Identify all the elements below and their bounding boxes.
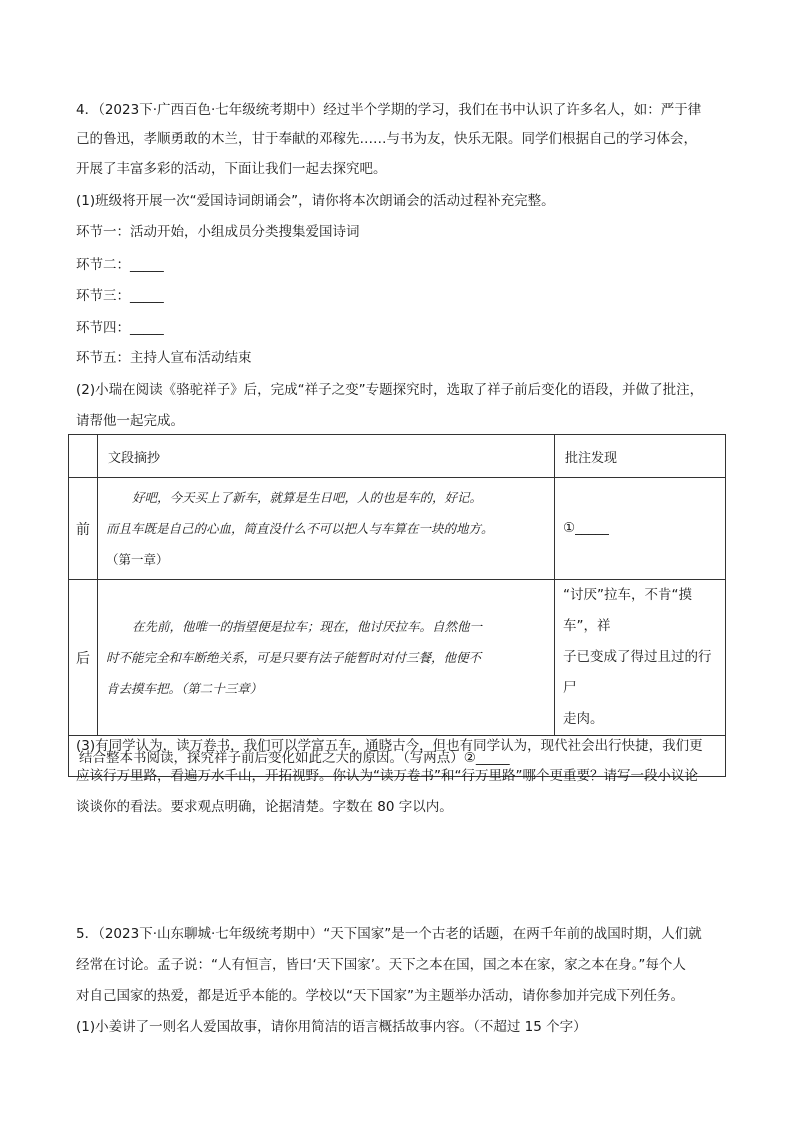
q4-stem-line-3: 开展了丰富多彩的活动，下面让我们一起去探究吧。 <box>76 161 387 177</box>
note-before-blank[interactable]: ①_____ <box>555 478 726 580</box>
excerpt-after-line-3: 肯去摸车把。（第二十三章） <box>106 681 263 696</box>
table-row <box>69 478 726 580</box>
annotation-table <box>68 434 726 777</box>
q4-step-5: 环节五：主持人宣布活动结束 <box>76 350 252 366</box>
q4-stem-line-1: 4．（2023下·广西百色·七年级统考期中）经过半个学期的学习，我们在书中认识了许多名人，如：严于律 <box>76 102 702 118</box>
excerpt-after <box>98 580 555 736</box>
note-after-line-3: 走肉。 <box>563 711 604 727</box>
header-note: 批注发现 <box>555 435 726 478</box>
q4-step-4: 环节四：_____ <box>76 320 164 336</box>
q5-stem-line-3: 对自己国家的热爱，都是近乎本能的。学校以“天下国家”为主题举办活动，请你参加并完成下列任务。 <box>76 988 684 1004</box>
q4-step-1: 环节一：活动开始，小组成员分类搜集爱国诗词 <box>76 224 360 240</box>
q4-part2-prompt-2: 请帮他一起完成。 <box>76 413 184 429</box>
excerpt-before-line-2: 而且车既是自己的心血，简直没什么不可以把人与车算在一块的地方。 <box>106 521 494 536</box>
q4-stem-line-2: 己的鲁迅，孝顺勇敢的木兰，甘于奉献的邓稼先……与书为友，快乐无限。同学们根据自己的学习体会， <box>76 131 697 147</box>
note-after <box>555 580 726 736</box>
q4-part1-prompt: (1)班级将开展一次“爱国诗词朗诵会”，请你将本次朗诵会的活动过程补充完整。 <box>76 193 555 209</box>
reason-question[interactable]: 结合整本书阅读，探究祥子前后变化如此之大的原因。（写两点）②_____ <box>69 736 726 777</box>
table-row <box>69 580 726 736</box>
q4-part3-line-2: 应该行万里路，看遍万水千山，开拓视野。你认为“读万卷书”和“行万里路”哪个更重要？请写一段小议论 <box>76 768 698 784</box>
table-header-row <box>69 435 726 478</box>
q5-stem-line-2: 经常在讨论。孟子说：“人有恒言，皆曰‘天下国家’。天下之本在国，国之本在家，家之本在身。”每个人 <box>76 957 686 973</box>
q4-part3-line-1: (3)有同学认为，读万卷书，我们可以学富五车，通晓古今，但也有同学认为，现代社会出行快捷，我们更 <box>76 738 703 754</box>
q5-stem-line-1: 5．（2023下·山东聊城·七年级统考期中）“天下国家”是一个古老的话题，在两千年前的战国时期，人们就 <box>76 926 702 942</box>
header-excerpt: 文段摘抄 <box>98 435 555 478</box>
row-label-after: 后 <box>69 580 98 736</box>
note-after-line-1: “讨厌”拉车，不肯“摸车”，祥 <box>563 587 692 634</box>
q4-part2-prompt-1: (2)小瑞在阅读《骆驼祥子》后，完成“祥子之变”专题探究时，选取了祥子前后变化的语段，并做了批注， <box>76 382 704 398</box>
note-after-line-2: 子已变成了得过且过的行尸 <box>563 649 712 696</box>
excerpt-after-line-2: 时不能完全和车断绝关系，可是只要有法子能暂时对付三餐，他便不 <box>106 650 482 665</box>
row-label-before: 前 <box>69 478 98 580</box>
q4-step-3: 环节三：_____ <box>76 288 164 304</box>
excerpt-before <box>98 478 555 580</box>
excerpt-after-line-1: 在先前，他唯一的指望便是拉车；现在，他讨厌拉车。自然他一 <box>132 619 483 634</box>
q4-part3-line-3: 谈谈你的看法。要求观点明确，论据清楚。字数在 80 字以内。 <box>76 799 453 815</box>
excerpt-before-line-1: 好吧，今天买上了新车，就算是生日吧，人的也是车的，好记。 <box>132 490 483 505</box>
q4-step-2: 环节二：_____ <box>76 257 164 273</box>
header-side-cell <box>69 435 98 478</box>
q5-part1-prompt: (1)小姜讲了一则名人爱国故事，请你用简洁的语言概括故事内容。（不超过 15 个字） <box>76 1019 587 1035</box>
excerpt-before-source: （第一章） <box>106 552 169 567</box>
